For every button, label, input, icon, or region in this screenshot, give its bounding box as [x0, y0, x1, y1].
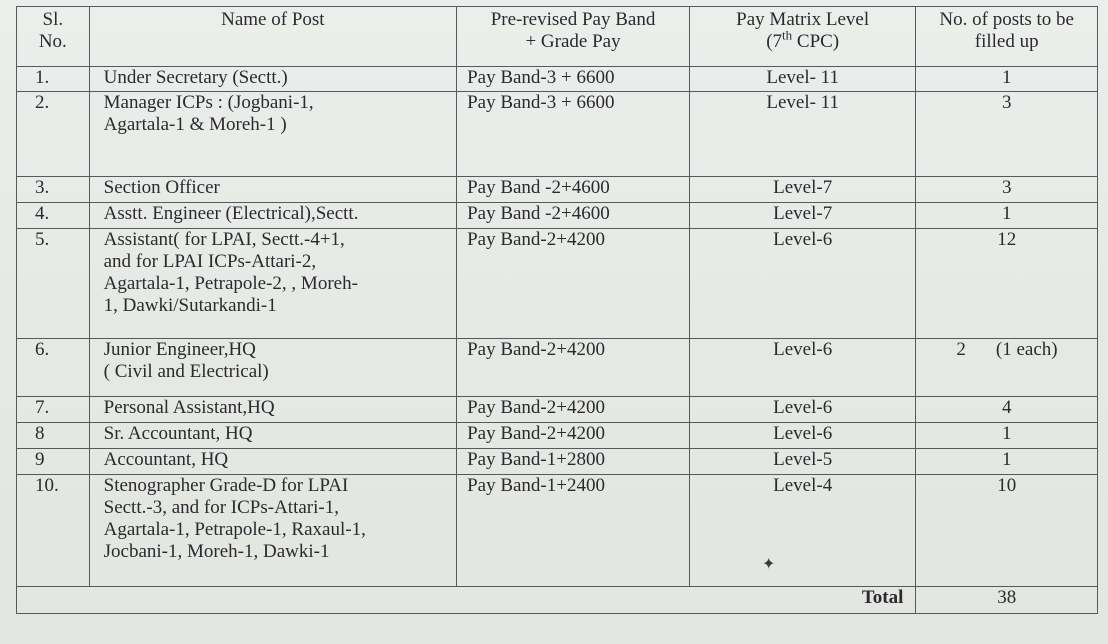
cell-pay-band: Pay Band-3 + 6600 — [457, 67, 690, 92]
cell-posts: 3 — [916, 92, 1098, 177]
table-row — [17, 203, 1098, 229]
cell-level: Level-4 — [689, 475, 915, 587]
cell-name: Manager ICPs : (Jogbani-1, Agartala-1 & Moreh-1 ) — [89, 92, 456, 177]
header-sl-line1: Sl. — [42, 9, 64, 30]
cell-posts: 12 — [916, 229, 1098, 339]
cell-posts: 10 — [916, 475, 1098, 587]
cell-name: Assistant( for LPAI, Sectt.-4+1, and for LPAI ICPs-Attari-2, Agartala-1, Petrapole-2, , Moreh- 1, Dawki/Sutarkandi-1 — [89, 229, 456, 339]
cell-posts: 1 — [916, 423, 1098, 449]
cell-name: Personal Assistant,HQ — [89, 397, 456, 423]
cell-posts-count: 2 — [956, 339, 966, 360]
cell-level: Level-6 — [689, 339, 915, 397]
table-row — [17, 423, 1098, 449]
cell-pay-band: Pay Band-2+4200 — [457, 229, 690, 339]
table-row — [17, 177, 1098, 203]
cell-sl: 2. — [17, 92, 90, 177]
header-row — [17, 7, 1098, 67]
header-level-line1: Pay Matrix Level — [736, 9, 870, 30]
cell-pay-band: Pay Band-2+4200 — [457, 339, 690, 397]
header-posts-line1: No. of posts to be — [939, 9, 1074, 30]
header-band-line2: + Grade Pay — [525, 31, 621, 52]
cell-level: Level-5 — [689, 449, 915, 475]
cell-posts: 1 — [916, 67, 1098, 92]
cell-posts: 3 — [916, 177, 1098, 203]
cell-sl: 5. — [17, 229, 90, 339]
header-pay-band — [457, 7, 690, 67]
header-name-text: Name of Post — [221, 9, 325, 30]
cell-name: Asstt. Engineer (Electrical),Sectt. — [89, 203, 456, 229]
cell-name: Accountant, HQ — [89, 449, 456, 475]
cell-sl: 3. — [17, 177, 90, 203]
table-row — [17, 339, 1098, 397]
cell-level: Level-6 — [689, 423, 915, 449]
cell-name: Under Secretary (Sectt.) — [89, 67, 456, 92]
header-level-paren-close: CPC) — [792, 31, 840, 52]
header-level-line2 — [696, 27, 909, 53]
header-level-sup: th — [782, 27, 793, 43]
table-row — [17, 67, 1098, 92]
header-sl-line2: No. — [38, 31, 67, 52]
cell-level: Level-7 — [689, 177, 915, 203]
cell-sl: 7. — [17, 397, 90, 423]
cell-name: Junior Engineer,HQ ( Civil and Electrical) — [89, 339, 456, 397]
table-row — [17, 449, 1098, 475]
table-row — [17, 92, 1098, 177]
cell-name: Section Officer — [89, 177, 456, 203]
header-sl-no — [17, 7, 90, 67]
cell-posts-note: (1 each) — [995, 339, 1058, 360]
cell-posts — [916, 339, 1098, 397]
posts-table — [16, 6, 1098, 614]
cell-level: Level-6 — [689, 229, 915, 339]
cell-pay-band: Pay Band-1+2400 — [457, 475, 690, 587]
cell-sl: 4. — [17, 203, 90, 229]
cell-sl: 8 — [17, 423, 90, 449]
cell-pay-band: Pay Band-2+4200 — [457, 397, 690, 423]
total-label: Total — [17, 587, 916, 614]
cell-name: Sr. Accountant, HQ — [89, 423, 456, 449]
total-row — [17, 587, 1098, 614]
ink-speck: ✦ — [762, 556, 776, 573]
cell-posts: 4 — [916, 397, 1098, 423]
cell-pay-band: Pay Band-2+4200 — [457, 423, 690, 449]
cell-level: Level-7 — [689, 203, 915, 229]
cell-name: Stenographer Grade-D for LPAI Sectt.-3, and for ICPs-Attari-1, Agartala-1, Petrapole-1, Raxaul-1, Jocbani-1, Moreh-1, Dawki-1 — [89, 475, 456, 587]
cell-pay-band: Pay Band -2+4600 — [457, 177, 690, 203]
header-name-of-post — [89, 7, 456, 67]
header-no-of-posts — [916, 7, 1098, 67]
header-pay-matrix-level — [689, 7, 915, 67]
header-level-paren-open: (7 — [766, 31, 783, 52]
cell-posts: 1 — [916, 203, 1098, 229]
cell-pay-band: Pay Band -2+4600 — [457, 203, 690, 229]
cell-sl: 9 — [17, 449, 90, 475]
cell-pay-band: Pay Band-3 + 6600 — [457, 92, 690, 177]
header-band-line1: Pre-revised Pay Band — [490, 9, 656, 30]
table-row — [17, 397, 1098, 423]
cell-sl: 10. — [17, 475, 90, 587]
header-posts-line2: filled up — [974, 31, 1039, 52]
cell-sl: 6. — [17, 339, 90, 397]
cell-pay-band: Pay Band-1+2800 — [457, 449, 690, 475]
table-row — [17, 229, 1098, 339]
cell-posts: 1 — [916, 449, 1098, 475]
cell-level: Level- 11 — [689, 67, 915, 92]
cell-level: Level- 11 — [689, 92, 915, 177]
table-row — [17, 475, 1098, 587]
cell-level: Level-6 — [689, 397, 915, 423]
cell-sl: 1. — [17, 67, 90, 92]
total-value: 38 — [916, 587, 1098, 614]
